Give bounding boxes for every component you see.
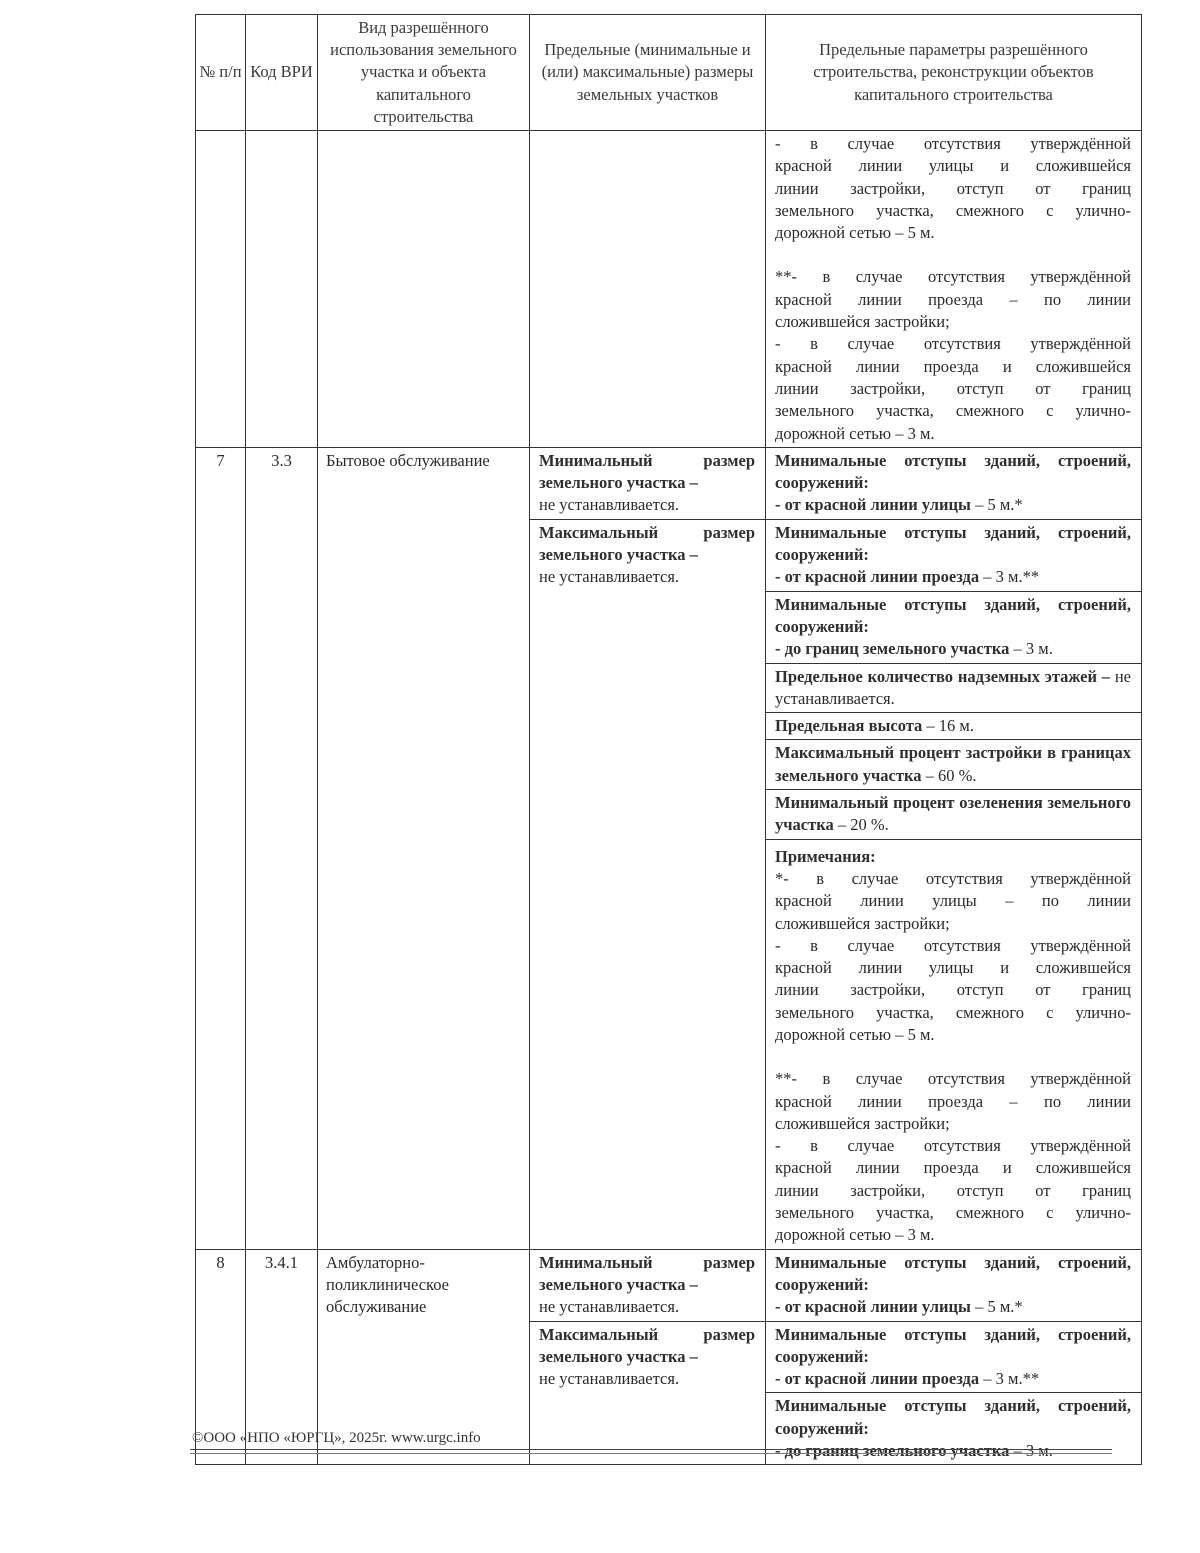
note-street-2 xyxy=(775,133,1131,244)
note-line: дорожной сетью – 5 м. xyxy=(775,223,935,243)
row7-code: 3.3 xyxy=(246,447,318,1249)
note-line: **- в случае отсутствия утверждённой xyxy=(775,267,1131,287)
header-sizes: Предельные (минимальные и (или) максимальные) размеры земельных участков xyxy=(530,15,766,131)
row8-setback-street: Минимальные отступы зданий, строений, сооружений: - от красной линии улицы – 5 м.* xyxy=(766,1249,1142,1321)
note-line: дорожной сетью – 3 м. xyxy=(775,1225,935,1245)
note-line: *- в случае отсутствия утверждённой xyxy=(775,868,1131,888)
note-line: дорожной сетью – 5 м. xyxy=(775,1024,935,1044)
note-driveway-1 xyxy=(775,1068,1131,1135)
note-line: сложившейся застройки; xyxy=(775,1113,950,1133)
row7-floors: Предельное количество надземных этажей – не устанавливается. xyxy=(766,663,1142,713)
note-line: красной линии улицы и сложившейся xyxy=(775,156,1131,176)
note-line: - в случае отсутствия утверждённой xyxy=(775,134,1131,153)
note-line: сложившейся застройки; xyxy=(775,913,950,933)
note-line: земельного участка, смежного с улично- xyxy=(775,401,1131,421)
row7-height: Предельная высота – 16 м. xyxy=(766,713,1142,740)
note-street-1 xyxy=(775,868,1131,935)
note-driveway-1 xyxy=(775,266,1131,333)
note-line: красной линии проезда и сложившейся xyxy=(775,1158,1131,1178)
row8-name: Амбулаторно-поликлиническое обслуживание xyxy=(318,1249,530,1465)
note-driveway-2 xyxy=(775,1135,1131,1246)
header-params: Предельные параметры разрешённого строительства, реконструкции объектов капитального строительства xyxy=(766,15,1142,131)
row8-setback-border: Минимальные отступы зданий, строений, сооружений: - до границ земельного участка – 3 м. xyxy=(766,1393,1142,1465)
note-line: красной линии проезда – по линии xyxy=(775,1091,1131,1111)
note-line: **- в случае отсутствия утверждённой xyxy=(775,1069,1131,1089)
notes-title: Примечания: xyxy=(775,846,876,866)
row7-setback-street: Минимальные отступы зданий, строений, сооружений: - от красной линии улицы – 5 м.* xyxy=(766,447,1142,519)
row7-num: 7 xyxy=(196,447,246,1249)
table-row-8 xyxy=(196,1249,1142,1321)
table-row-continuation xyxy=(196,131,1142,448)
table-row-7 xyxy=(196,447,1142,519)
row7-min-size: Минимальный размер земельного участка – не устанавливается. xyxy=(530,447,766,519)
note-line: дорожной сетью – 3 м. xyxy=(775,423,935,443)
note-driveway-2 xyxy=(775,333,1131,444)
continuation-notes xyxy=(766,131,1142,448)
row8-max-size: Максимальный размер земельного участка – не устанавливается. xyxy=(530,1321,766,1465)
row7-notes xyxy=(766,839,1142,1249)
row8-code: 3.4.1 xyxy=(246,1249,318,1465)
note-line: - в случае отсутствия утверждённой xyxy=(775,935,1131,955)
note-line: линии застройки, отступ от границ xyxy=(775,980,1131,1000)
note-line: красной линии улицы – по линии xyxy=(775,891,1131,911)
row7-greening: Минимальный процент озеленения земельного участка – 20 %. xyxy=(766,790,1142,840)
note-line: сложившейся застройки; xyxy=(775,312,950,332)
note-line: земельного участка, смежного с улично- xyxy=(775,1002,1131,1022)
note-line: красной линии проезда – по линии xyxy=(775,289,1131,309)
note-line: линии застройки, отступ от границ xyxy=(775,178,1131,198)
row7-coverage: Максимальный процент застройки в границах земельного участка – 60 %. xyxy=(766,740,1142,790)
note-line: земельного участка, смежного с улично- xyxy=(775,1203,1131,1223)
note-street-2 xyxy=(775,935,1131,1046)
note-line: линии застройки, отступ от границ xyxy=(775,1180,1131,1200)
row8-setback-driveway: Минимальные отступы зданий, строений, сооружений: - от красной линии проезда – 3 м.** xyxy=(766,1321,1142,1393)
header-row xyxy=(196,15,1142,131)
header-type: Вид разрешённого использования земельного участка и объекта капитального строительства xyxy=(318,15,530,131)
row7-max-size: Максимальный размер земельного участка – не устанавливается. xyxy=(530,519,766,1249)
land-use-table xyxy=(195,14,1142,1465)
footer-copyright: ©ООО «НПО «ЮРГЦ», 2025г. www.urgc.info xyxy=(192,1430,481,1446)
header-code: Код ВРИ xyxy=(246,15,318,131)
note-line: - в случае отсутствия утверждённой xyxy=(775,334,1131,354)
note-line: красной линии проезда и сложившейся xyxy=(775,356,1131,376)
note-line: земельного участка, смежного с улично- xyxy=(775,200,1131,220)
note-line: - в случае отсутствия утверждённой xyxy=(775,1136,1131,1156)
row8-num: 8 xyxy=(196,1249,246,1465)
row7-setback-driveway: Минимальные отступы зданий, строений, сооружений: - от красной линии проезда – 3 м.** xyxy=(766,519,1142,591)
footer-divider xyxy=(190,1449,1112,1454)
row7-name: Бытовое обслуживание xyxy=(318,447,530,1249)
note-line: красной линии улицы и сложившейся xyxy=(775,958,1131,978)
row8-min-size: Минимальный размер земельного участка – не устанавливается. xyxy=(530,1249,766,1321)
note-line: линии застройки, отступ от границ xyxy=(775,378,1131,398)
header-num: № п/п xyxy=(196,15,246,131)
row7-setback-border: Минимальные отступы зданий, строений, сооружений: - до границ земельного участка – 3 м. xyxy=(766,591,1142,663)
